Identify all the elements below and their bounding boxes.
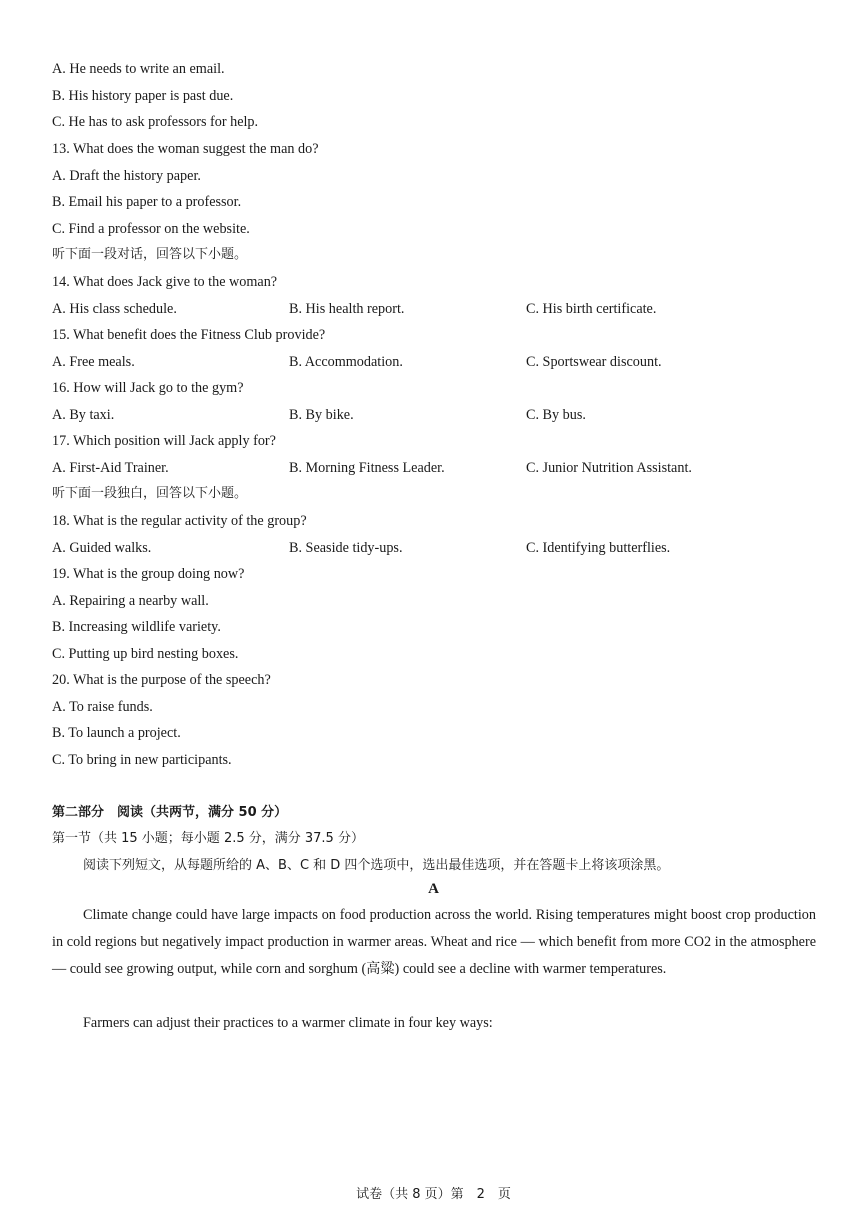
q20-option-a: A. To raise funds. <box>52 699 153 715</box>
q20-option-b: B. To launch a project. <box>52 725 181 741</box>
passage-label: A <box>428 881 439 897</box>
q16-stem: 16. How will Jack go to the gym? <box>52 380 244 396</box>
q20-stem: 20. What is the purpose of the speech? <box>52 672 271 688</box>
q18-option-c: C. Identifying butterflies. <box>526 540 671 556</box>
q17-option-c: C. Junior Nutrition Assistant. <box>526 460 692 476</box>
page-footer: 试卷（共 8 页）第 2 页 <box>356 1187 511 1202</box>
q12-option-c: C. He has to ask professors for help. <box>52 114 259 130</box>
q18-stem: 18. What is the regular activity of the group? <box>52 513 307 529</box>
dialogue-instruction: 听下面一段对话，回答以下小题。 <box>52 247 248 262</box>
q19-option-b: B. Increasing wildlife variety. <box>52 619 221 635</box>
q15-option-a: A. Free meals. <box>52 354 135 370</box>
q19-option-a: A. Repairing a nearby wall. <box>52 593 209 609</box>
q12-option-a: A. He needs to write an email. <box>52 61 225 77</box>
q14-stem: 14. What does Jack give to the woman? <box>52 274 278 290</box>
q12-option-b: B. His history paper is past due. <box>52 88 234 104</box>
passage-paragraph-2: Farmers can adjust their practices to a warmer climate in four key ways: <box>83 1015 493 1031</box>
monologue-instruction: 听下面一段独白，回答以下小题。 <box>52 486 248 501</box>
q16-option-b: B. By bike. <box>289 407 354 423</box>
q13-option-c: C. Find a professor on the website. <box>52 221 250 237</box>
q14-option-c: C. His birth certificate. <box>526 301 657 317</box>
q14-option-a: A. His class schedule. <box>52 301 177 317</box>
q15-option-b: B. Accommodation. <box>289 354 403 370</box>
q19-option-c: C. Putting up bird nesting boxes. <box>52 646 239 662</box>
passage-paragraph-1: Climate change could have large impacts on food production across the world. Rising temperatures might boost crop production in cold regions but negatively impact production in warmer areas. Wheat and rice — which benefit from more CO2 in the atmosphere — could see growing output, while corn and sorghum (高粱) could see a decline with warmer temperatures. <box>52 907 816 977</box>
q15-option-c: C. Sportswear discount. <box>526 354 662 370</box>
q17-option-b: B. Morning Fitness Leader. <box>289 460 445 476</box>
q18-option-b: B. Seaside tidy-ups. <box>289 540 403 556</box>
section1-heading: 第一节（共 15 小题；每小题 2.5 分，满分 37.5 分） <box>52 831 364 846</box>
q13-stem: 13. What does the woman suggest the man do? <box>52 141 319 157</box>
q17-stem: 17. Which position will Jack apply for? <box>52 433 276 449</box>
q20-option-c: C. To bring in new participants. <box>52 752 232 768</box>
part2-heading: 第二部分 阅读（共两节，满分 50 分） <box>52 805 288 820</box>
q19-stem: 19. What is the group doing now? <box>52 566 245 582</box>
reading-instruction: 阅读下列短文，从每题所给的 A、B、C 和 D 四个选项中，选出最佳选项，并在答题卡上将该项涂黑。 <box>83 858 670 873</box>
q13-option-a: A. Draft the history paper. <box>52 168 201 184</box>
q15-stem: 15. What benefit does the Fitness Club provide? <box>52 327 326 343</box>
q13-option-b: B. Email his paper to a professor. <box>52 194 242 210</box>
q16-option-c: C. By bus. <box>526 407 586 423</box>
q16-option-a: A. By taxi. <box>52 407 115 423</box>
q14-option-b: B. His health report. <box>289 301 405 317</box>
q17-option-a: A. First-Aid Trainer. <box>52 460 169 476</box>
q18-option-a: A. Guided walks. <box>52 540 152 556</box>
